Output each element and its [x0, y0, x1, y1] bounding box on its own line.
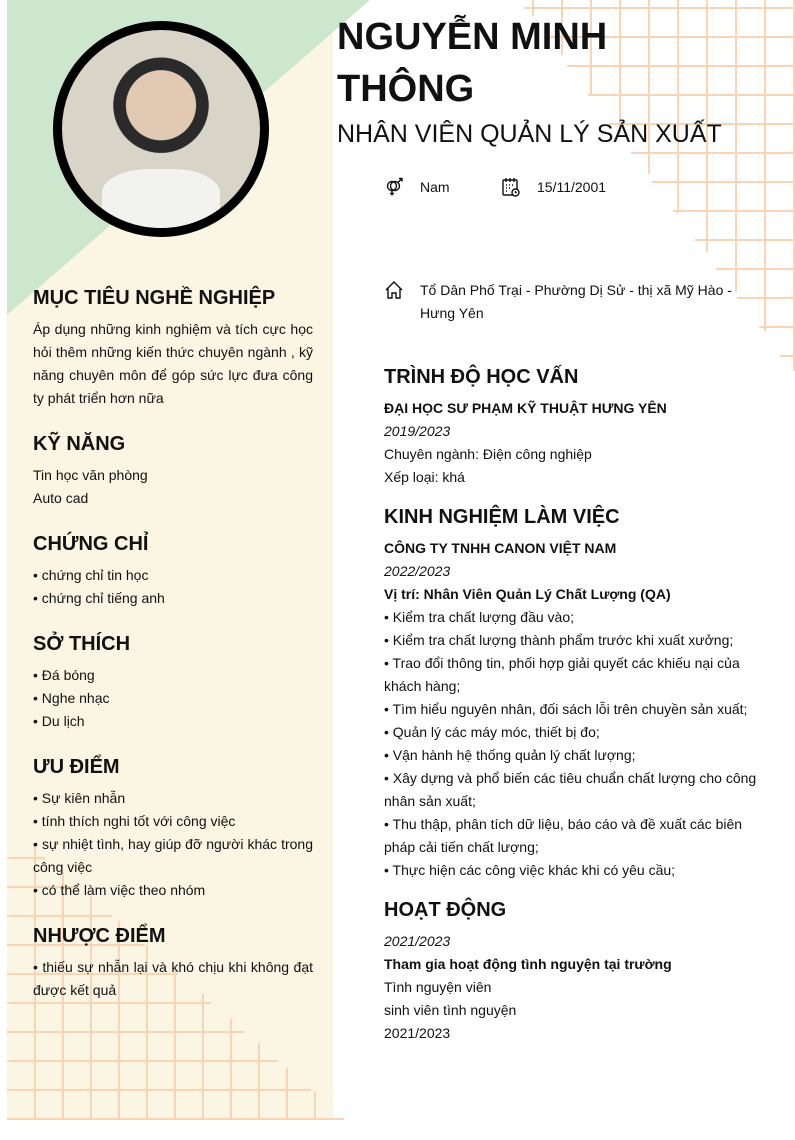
list-item: Auto cad — [33, 490, 89, 506]
education-section — [384, 365, 764, 489]
list-item: • chứng chỉ tiếng anh — [33, 590, 165, 606]
company-name: CÔNG TY TNHH CANON VIỆT NAM — [384, 540, 617, 556]
objective-section — [33, 286, 313, 410]
list-item: • Thực hiện các công việc khác khi có yêu cầu; — [384, 862, 676, 878]
section-heading: KINH NGHIỆM LÀM VIỆC — [384, 506, 620, 528]
list-item: • Vận hành hệ thống quản lý chất lượng; — [384, 747, 636, 763]
list-item: • có thể làm việc theo nhóm — [33, 882, 206, 898]
section-heading: HOẠT ĐỘNG — [384, 899, 507, 921]
list-item: • Tìm hiểu nguyên nhân, đối sách lỗi trên chuyền sản xuất; — [384, 701, 748, 717]
section-heading: SỞ THÍCH — [33, 633, 131, 655]
education-period: 2019/2023 — [384, 423, 451, 439]
section-heading: TRÌNH ĐỘ HỌC VẤN — [384, 366, 579, 388]
list-item: • Du lịch — [33, 713, 85, 729]
calendar-icon — [501, 177, 521, 197]
home-icon — [384, 280, 404, 300]
list-item: • Quản lý các máy móc, thiết bị đo; — [384, 724, 600, 740]
list-item: • tính thích nghi tốt với công việc — [33, 813, 236, 829]
activity-role: Tình nguyện viên — [384, 979, 492, 995]
dob-value: 15/11/2001 — [537, 179, 607, 195]
list-item: • thiếu sự nhẫn lại và khó chịu khi không đạt được kết quả — [33, 959, 313, 998]
major: Chuyên ngành: Điện công nghiệp — [384, 446, 592, 462]
list-item: • Kiểm tra chất lượng đầu vào; — [384, 609, 574, 625]
list-item: • Trao đổi thông tin, phối hợp giải quyết các khiếu nại của khách hàng; — [384, 655, 740, 694]
activity-description: sinh viên tình nguyện — [384, 1002, 517, 1018]
section-heading: MỤC TIÊU NGHỀ NGHIỆP — [33, 287, 276, 309]
activity-period: 2021/2023 — [384, 933, 451, 949]
weaknesses-section — [33, 924, 313, 1002]
address-info — [384, 279, 764, 325]
gender-info — [384, 176, 450, 199]
experience-period: 2022/2023 — [384, 563, 451, 579]
list-item: • sự nhiệt tình, hay giúp đỡ người khác trong công việc — [33, 836, 313, 875]
objective-text: Áp dụng những kinh nghiệm và tích cực học hỏi thêm những kiến thức chuyên ngành , kỹ năng chuyên môn để góp sức lực đưa công ty phát triển hơn nữa — [33, 321, 313, 406]
left-column — [33, 286, 313, 1002]
activity-name: Tham gia hoạt động tình nguyện tại trường — [384, 956, 672, 972]
list-item: • Kiểm tra chất lượng thành phẩm trước khi xuất xưởng; — [384, 632, 734, 648]
activities-section — [384, 898, 764, 1045]
list-item: • Thu thập, phân tích dữ liệu, báo cáo và đề xuất các biên pháp cải tiến chất lượng; — [384, 816, 743, 855]
address-value: Tổ Dân Phố Trại - Phường Dị Sử - thị xã Mỹ Hào - Hưng Yên — [420, 282, 732, 321]
list-item: • Đá bóng — [33, 667, 95, 683]
gender-value: Nam — [420, 179, 450, 195]
strengths-section — [33, 755, 313, 902]
job-title: NHÂN VIÊN QUẢN LÝ SẢN XUẤT — [337, 120, 722, 148]
activity-period-2: 2021/2023 — [384, 1025, 451, 1041]
list-item: Tin học văn phòng — [33, 467, 148, 483]
section-heading: KỸ NĂNG — [33, 433, 126, 455]
certificates-section — [33, 532, 313, 610]
hobbies-section — [33, 632, 313, 733]
skills-section — [33, 432, 313, 510]
list-item: • Sự kiên nhẫn — [33, 790, 126, 806]
gender-icon — [384, 177, 404, 197]
experience-section — [384, 505, 764, 882]
list-item: • chứng chỉ tin học — [33, 567, 149, 583]
full-name: NGUYỄN MINH THÔNG — [337, 16, 608, 110]
section-heading: ƯU ĐIỂM — [33, 756, 120, 778]
position: Vị trí: Nhân Viên Quản Lý Chất Lượng (QA) — [384, 586, 671, 602]
profile-photo — [53, 21, 269, 237]
school-name: ĐẠI HỌC SƯ PHẠM KỸ THUẬT HƯNG YÊN — [384, 400, 667, 416]
list-item: • Nghe nhạc — [33, 690, 110, 706]
right-column — [384, 365, 764, 1045]
list-item: • Xây dựng và phổ biến các tiêu chuẩn chất lượng cho công nhân sản xuất; — [384, 770, 757, 809]
section-heading: CHỨNG CHỈ — [33, 533, 149, 555]
grade: Xếp loại: khá — [384, 469, 465, 485]
dob-info — [501, 176, 606, 199]
section-heading: NHƯỢC ĐIỂM — [33, 925, 166, 947]
